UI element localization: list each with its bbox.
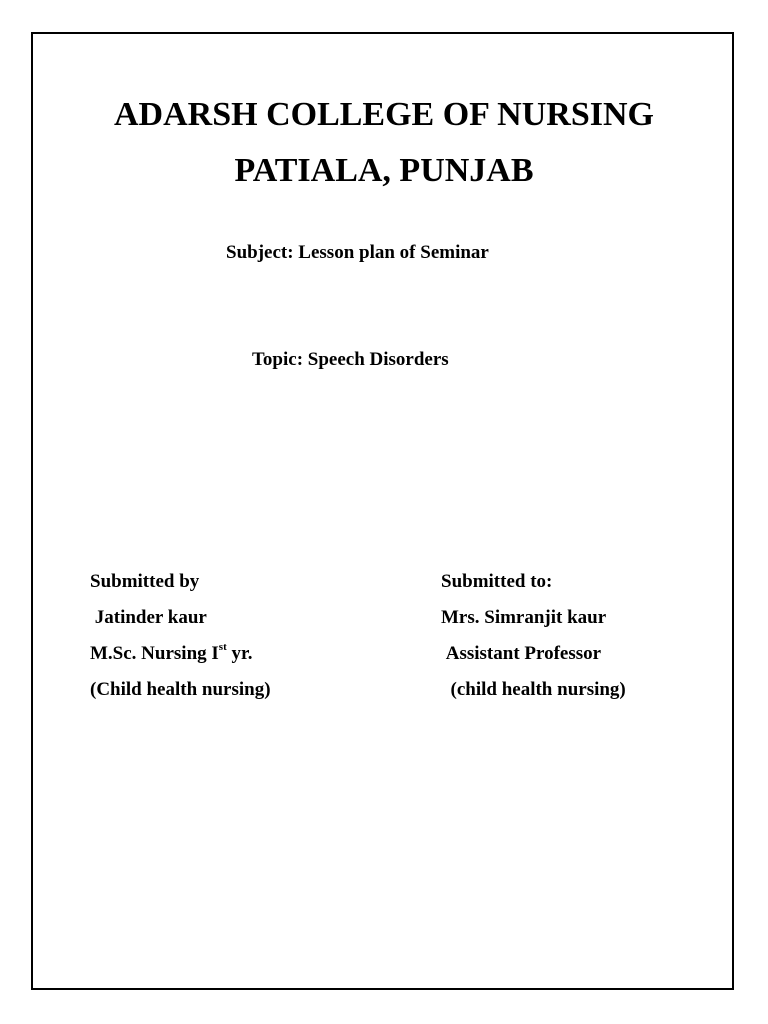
submitted-to-department <box>441 672 626 708</box>
course-prefix: M.Sc. Nursing I <box>90 643 219 664</box>
topic-line: Topic: Speech Disorders <box>252 349 449 370</box>
submitted-by-name <box>90 600 271 636</box>
department-text: (child health nursing) <box>450 679 626 700</box>
submitted-to-designation <box>441 636 626 672</box>
designation-text: Assistant Professor <box>445 643 602 664</box>
submitted-by-course <box>90 636 271 672</box>
college-name-heading: ADARSH COLLEGE OF NURSING <box>114 96 654 133</box>
course-suffix: yr. <box>226 643 253 664</box>
submitted-to-heading: Submitted to: <box>441 571 553 592</box>
submitted-by-block <box>90 564 271 708</box>
course-superscript: st <box>218 640 227 653</box>
submitted-to-name: Mrs. Simranjit kaur <box>441 607 607 628</box>
submitted-by-department: (Child health nursing) <box>90 679 271 700</box>
submitted-to-block <box>441 564 626 708</box>
submitted-by-heading: Submitted by <box>90 571 200 592</box>
subject-line: Subject: Lesson plan of Seminar <box>226 242 489 263</box>
student-name: Jatinder kaur <box>94 607 207 628</box>
college-location-heading: PATIALA, PUNJAB <box>234 152 534 189</box>
